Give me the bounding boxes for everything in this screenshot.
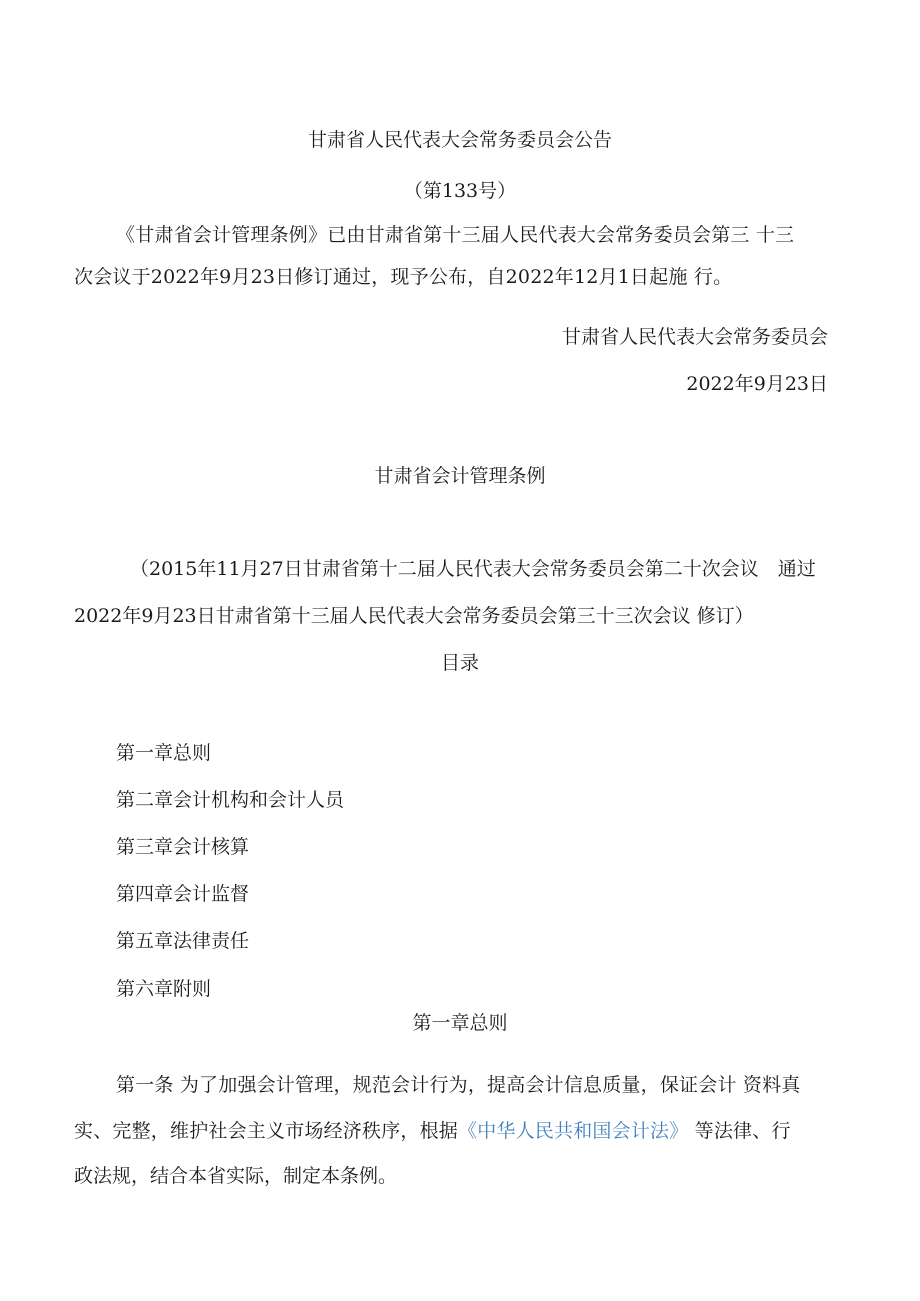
toc-item: 第五章法律责任 <box>116 930 250 952</box>
announcement-body-line-1: 《甘肃省会计管理条例》已由甘肃省第十三届人民代表大会常务委员会第三 十三 <box>116 224 795 246</box>
regulation-history-line-1: （2015年11月27日甘肃省第十二届人民代表大会常务委员会第二十次会议 通过 <box>130 558 816 580</box>
regulation-history-line-2: 2022年9月23日甘肃省第十三届人民代表大会常务委员会第三十三次会议 修订） <box>74 605 754 627</box>
article-1-line-2 <box>74 1122 791 1141</box>
toc-item: 第三章会计核算 <box>116 836 250 858</box>
toc-title: 目录 <box>440 652 479 674</box>
announcement-signer: 甘肃省人民代表大会常务委员会 <box>561 326 828 348</box>
toc-item: 第二章会计机构和会计人员 <box>116 789 345 811</box>
toc-item: 第四章会计监督 <box>116 883 250 905</box>
article-1-line-3: 政法规，结合本省实际，制定本条例。 <box>74 1165 398 1187</box>
article-1-line-1: 第一条 为了加强会计管理，规范会计行为，提高会计信息质量，保证会计 资料真 <box>116 1074 801 1096</box>
article-1-line-2-tail: 等法律、行 <box>688 1120 791 1142</box>
announcement-body-line-2: 次会议于2022年9月23日修订通过，现予公布，自2022年12月1日起施 行。 <box>74 266 733 288</box>
chapter-1-title: 第一章总则 <box>412 1012 508 1034</box>
announcement-date: 2022年9月23日 <box>686 373 828 395</box>
announcement-number: （第133号） <box>403 180 517 202</box>
accounting-law-link[interactable]: 《中华人民共和国会计法》 <box>458 1120 689 1142</box>
toc-item: 第一章总则 <box>116 742 212 764</box>
announcement-title: 甘肃省人民代表大会常务委员会公告 <box>307 129 612 151</box>
regulation-title: 甘肃省会计管理条例 <box>374 465 546 487</box>
toc-item: 第六章附则 <box>116 978 212 1000</box>
article-1-line-2-text: 实、完整，维护社会主义市场经济秩序，根据 <box>74 1120 459 1142</box>
